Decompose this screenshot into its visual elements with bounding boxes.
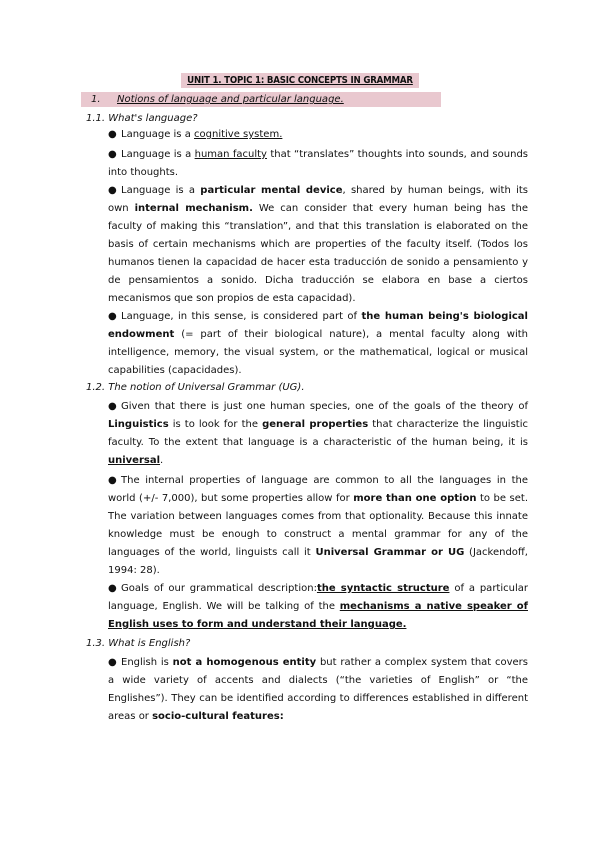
text-run: .	[160, 455, 164, 466]
paragraph-human-faculty	[108, 146, 528, 182]
section-heading-1	[81, 92, 441, 107]
text-run: English is	[121, 657, 173, 668]
text-run: of a particular language, English. We will be talking of the	[108, 583, 528, 612]
bold-term: not a homogenous entity	[172, 657, 317, 668]
text-run: is to look for the	[168, 419, 263, 430]
bold-underlined-term: the syntactic structure	[316, 583, 450, 594]
paragraph-linguistics-goals	[108, 398, 528, 470]
paragraph-mental-device	[108, 182, 528, 308]
underlined-term: human faculty	[194, 149, 267, 160]
text-run: (= part of their biological nature), a mental faculty along with intelligence, memory, the visual system, or the mathematical, logical or musical capabilities (capacidades).	[108, 329, 528, 376]
bold-underlined-term: universal	[108, 455, 161, 466]
bold-term: Linguistics	[108, 419, 169, 430]
text-run: but rather a complex system that covers a wide variety of accents and dialects (“the varieties of English” or “the Englishes”). They can be identified according to differences established in different areas or	[108, 657, 528, 722]
text-run: that characterize the linguistic faculty. To the extent that language is a characteristic of the human being, it is	[108, 419, 528, 448]
text-run: The internal properties of language are common to all the languages in the world (+/- 7,000), but some properties allow for	[108, 475, 528, 504]
document-title: UNIT 1. TOPIC 1: BASIC CONCEPTS IN GRAMMAR	[181, 73, 419, 88]
bullet-icon: ●	[108, 475, 117, 486]
bold-term: the human being's biological endowment	[108, 311, 528, 340]
bullet-icon: ●	[108, 185, 117, 196]
paragraph-grammatical-description	[108, 580, 528, 634]
title-wrapper	[0, 73, 600, 88]
text-run: Goals of our grammatical description:	[121, 583, 317, 594]
paragraph-biological-endowment	[108, 308, 528, 380]
subsection-heading-1-2: 1.2. The notion of Universal Grammar (UG).	[86, 382, 305, 393]
bullet-icon: ●	[108, 311, 117, 322]
bold-underlined-term: mechanisms a native speaker of English uses to form and understand their language.	[108, 601, 528, 630]
text-run: (Jackendoff, 1994: 28).	[108, 547, 528, 576]
paragraph-universal-grammar	[108, 472, 528, 580]
bullet-icon: ●	[108, 149, 117, 160]
text-run: Language is a	[121, 129, 195, 140]
text-run: to be set. The variation between languages comes from that optionality. Because this innate knowledge must be enough to construct a mental grammar for any of the languages of the world, linguists call it	[108, 493, 528, 558]
section-title: Notions of language and particular language.	[117, 94, 344, 105]
subsection-heading-1-1: 1.1. What's language?	[86, 113, 198, 124]
subsection-heading-1-3: 1.3. What is English?	[86, 638, 191, 649]
bullet-icon: ●	[108, 657, 117, 668]
bold-term: Universal Grammar or UG	[315, 547, 465, 558]
text-run: Given that there is just one human species, one of the goals of the theory of	[121, 401, 528, 412]
bold-term: more than one option	[353, 493, 477, 504]
text-run: Language is a	[121, 149, 195, 160]
bullet-icon: ●	[108, 401, 117, 412]
underlined-term: cognitive system.	[194, 129, 283, 140]
paragraph-language-cognitive	[108, 126, 528, 144]
bullet-icon: ●	[108, 129, 117, 140]
text-run: Language, in this sense, is considered part of	[121, 311, 362, 322]
paragraph-what-is-english	[108, 654, 528, 726]
bold-term: general properties	[262, 419, 369, 430]
text-run: , shared by human beings, with its own	[108, 185, 528, 214]
bold-term: internal mechanism.	[134, 203, 253, 214]
text-run: that “translates” thoughts into sounds, and sounds into thoughts.	[108, 149, 528, 178]
text-run: Language is a	[121, 185, 201, 196]
text-run: We can consider that every human being has the faculty of making this “translation”, and that this translation is elaborated on the basis of certain mechanisms which are properties of the faculty itself. (Todos los humanos tienen la capacidad de hacer esta traducción de sonido a pensamiento y de pensamientos a sonido. Dicha traducción se elabora en base a ciertos mecanismos que son propios de esta capacidad).	[108, 203, 528, 304]
bold-term: particular mental device	[200, 185, 343, 196]
section-number: 1.	[91, 94, 101, 105]
bold-term: socio-cultural features:	[152, 711, 284, 722]
bullet-icon: ●	[108, 583, 117, 594]
